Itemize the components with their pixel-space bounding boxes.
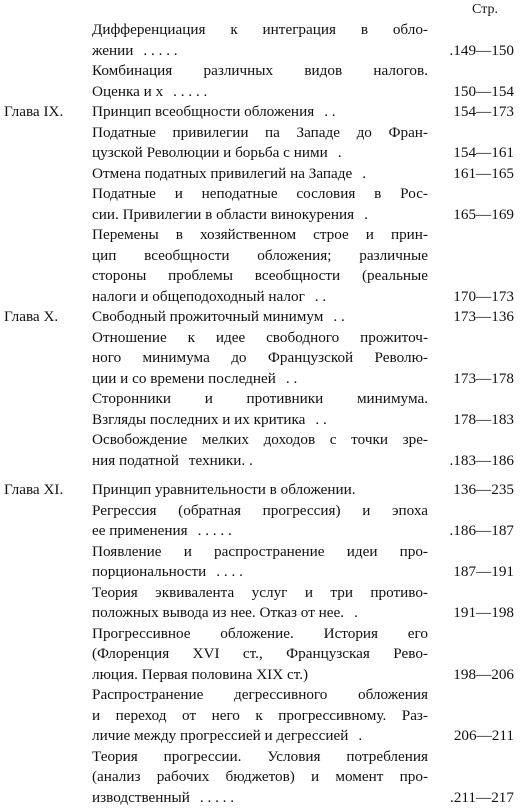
entry-title-line: Освобождение мелких доходов с точки зре-	[92, 430, 428, 451]
toc-line	[0, 20, 520, 41]
toc-entry	[0, 61, 520, 102]
toc-line	[0, 184, 520, 205]
entry-title-line: Податные привилегии па Западе до Фран-	[92, 123, 428, 144]
entry-title-line: Принцип всеобщности обложения	[92, 102, 428, 123]
dot-leader: .	[362, 164, 366, 185]
toc-line	[0, 767, 520, 788]
toc-line	[0, 143, 520, 164]
toc-line	[0, 82, 520, 103]
toc-entry	[0, 685, 520, 747]
page-range: 191—198	[424, 603, 514, 624]
toc-line	[0, 644, 520, 665]
entry-title-line: люция. Первая половина XIX ст.)	[92, 665, 428, 686]
entry-title-line: Отмена податных привилегий на Западе	[92, 164, 428, 185]
toc-line	[0, 747, 520, 768]
toc-line	[0, 287, 520, 308]
toc-line	[0, 706, 520, 727]
toc-entry	[0, 102, 520, 123]
page-range: .183—186	[424, 451, 514, 472]
toc-line	[0, 369, 520, 390]
dot-leader: .	[364, 205, 368, 226]
toc-line	[0, 389, 520, 410]
dot-leader: . .	[315, 287, 326, 308]
toc-line	[0, 328, 520, 349]
toc-line	[0, 102, 520, 123]
toc-line	[0, 685, 520, 706]
entry-title-line: ее применения	[92, 521, 428, 542]
page-range: 173—136	[424, 307, 514, 328]
entry-title-line: Теория эквивалента услуг и три противо-	[92, 583, 428, 604]
toc-entry	[0, 225, 520, 307]
dot-leader: . . . . .	[198, 521, 232, 542]
toc-entry	[0, 480, 520, 501]
toc-entry	[0, 430, 520, 471]
toc-line	[0, 480, 520, 501]
chapter-label: Глава X.	[4, 307, 58, 328]
entry-title-line: ции и со времени последней	[92, 369, 428, 390]
entry-title-line: Комбинация различных видов налогов.	[92, 61, 428, 82]
toc-entry	[0, 501, 520, 542]
page-range: 154—161	[424, 143, 514, 164]
dot-leader: . . . . .	[143, 41, 177, 62]
page-range: 136—235	[424, 480, 514, 501]
toc-line	[0, 410, 520, 431]
page-range: 170—173	[424, 287, 514, 308]
entry-title-line: Регрессия (обратная прогрессия) и эпоха	[92, 501, 428, 522]
page-range: 178—183	[424, 410, 514, 431]
entry-title-line: налоги и общеподоходный налог	[92, 287, 428, 308]
toc-line	[0, 164, 520, 185]
table-of-contents	[0, 20, 520, 808]
toc-line	[0, 225, 520, 246]
dot-leader: . . . .	[216, 562, 243, 583]
entry-title-line: ния податной	[92, 451, 428, 472]
dot-leader: . . . . .	[173, 82, 207, 103]
page-range: 161—165	[424, 164, 514, 185]
toc-line	[0, 41, 520, 62]
entry-title-line: жении	[92, 41, 428, 62]
page-range: .149—150	[424, 41, 514, 62]
entry-title-line: ного минимума до Французской Револю-	[92, 348, 428, 369]
entry-title-line: изводственный	[92, 788, 428, 808]
toc-entry	[0, 20, 520, 61]
entry-title-line: Податные и неподатные сословия в Рос-	[92, 184, 428, 205]
entry-title-line: Отношение к идее свободного прожиточ-	[92, 328, 428, 349]
toc-line	[0, 205, 520, 226]
page-range: .186—187	[424, 521, 514, 542]
dot-leader: .	[338, 143, 342, 164]
toc-line	[0, 583, 520, 604]
entry-title-line: Взгляды последних и их критика	[92, 410, 428, 431]
entry-title-line: Перемены в хозяйственном строе и прин-	[92, 225, 428, 246]
toc-line	[0, 788, 520, 808]
entry-title-line: (Флоренция XVI ст., Французская Рево-	[92, 644, 428, 665]
entry-title-line: Оценка и х	[92, 82, 428, 103]
toc-line	[0, 726, 520, 747]
chapter-label: Глава XI.	[4, 480, 63, 501]
page-range: .211—217	[424, 788, 514, 808]
toc-entry	[0, 184, 520, 225]
toc-entry	[0, 583, 520, 624]
pages-column-header: Стр.	[472, 2, 498, 18]
entry-title-line: цузской Революции и борьба с ними	[92, 143, 428, 164]
entry-title-line: Теория прогрессии. Условия потребления	[92, 747, 428, 768]
entry-title-line: порциональности	[92, 562, 428, 583]
toc-entry	[0, 389, 520, 430]
dot-leader: . .	[333, 307, 344, 328]
entry-title-line: Принцип уравнительности в обложении.	[92, 480, 428, 501]
entry-title-line: положных вывода из нее. Отказ от нее.	[92, 603, 428, 624]
toc-entry	[0, 123, 520, 164]
entry-title-line: цип всеобщности обложения; различные	[92, 246, 428, 267]
entry-title-line: и переход от него к прогрессивному. Раз-	[92, 706, 428, 727]
entry-title-line: личие между прогрессией и дегрессией	[92, 726, 428, 747]
dot-leader: . .	[286, 369, 297, 390]
toc-line	[0, 665, 520, 686]
toc-entry	[0, 328, 520, 390]
chapter-label: Глава IX.	[4, 102, 63, 123]
dot-leader: . .	[324, 102, 335, 123]
toc-line	[0, 451, 520, 472]
dot-leader: . .	[315, 410, 326, 431]
toc-entry	[0, 307, 520, 328]
entry-title-line: сии. Привилегии в области винокурения	[92, 205, 428, 226]
toc-entry	[0, 542, 520, 583]
page-range: 150—154	[424, 82, 514, 103]
page-range: 198—206	[424, 665, 514, 686]
page-range: 206—211	[424, 726, 514, 747]
page-range: 187—191	[424, 562, 514, 583]
toc-line	[0, 603, 520, 624]
entry-title-line: Дифференциация к интеграция в обло-	[92, 20, 428, 41]
toc-line	[0, 562, 520, 583]
dot-leader: техники. .	[189, 451, 253, 472]
entry-title-line: (анализ рабочих бюджетов) и момент про-	[92, 767, 428, 788]
entry-title-line: Появление и распространение идеи про-	[92, 542, 428, 563]
dot-leader: .	[358, 726, 362, 747]
toc-line	[0, 246, 520, 267]
page-range: 173—178	[424, 369, 514, 390]
entry-title-line: стороны проблемы всеобщности (реальные	[92, 266, 428, 287]
dot-leader: . . . . .	[200, 788, 234, 808]
entry-title-line: Сторонники и противники минимума.	[92, 389, 428, 410]
toc-line	[0, 430, 520, 451]
toc-line	[0, 266, 520, 287]
toc-line	[0, 307, 520, 328]
entry-title-line: Распространение дегрессивного обложения	[92, 685, 428, 706]
toc-entry	[0, 624, 520, 686]
toc-line	[0, 624, 520, 645]
toc-line	[0, 501, 520, 522]
page-range: 154—173	[424, 102, 514, 123]
toc-line	[0, 123, 520, 144]
entry-title-line: Свободный прожиточный минимум	[92, 307, 428, 328]
entry-title-line: Прогрессивное обложение. История его	[92, 624, 428, 645]
toc-line	[0, 542, 520, 563]
page-range: 165—169	[424, 205, 514, 226]
toc-line	[0, 61, 520, 82]
toc-entry	[0, 164, 520, 185]
dot-leader: .	[354, 603, 358, 624]
toc-line	[0, 348, 520, 369]
toc-line	[0, 521, 520, 542]
toc-entry	[0, 747, 520, 808]
